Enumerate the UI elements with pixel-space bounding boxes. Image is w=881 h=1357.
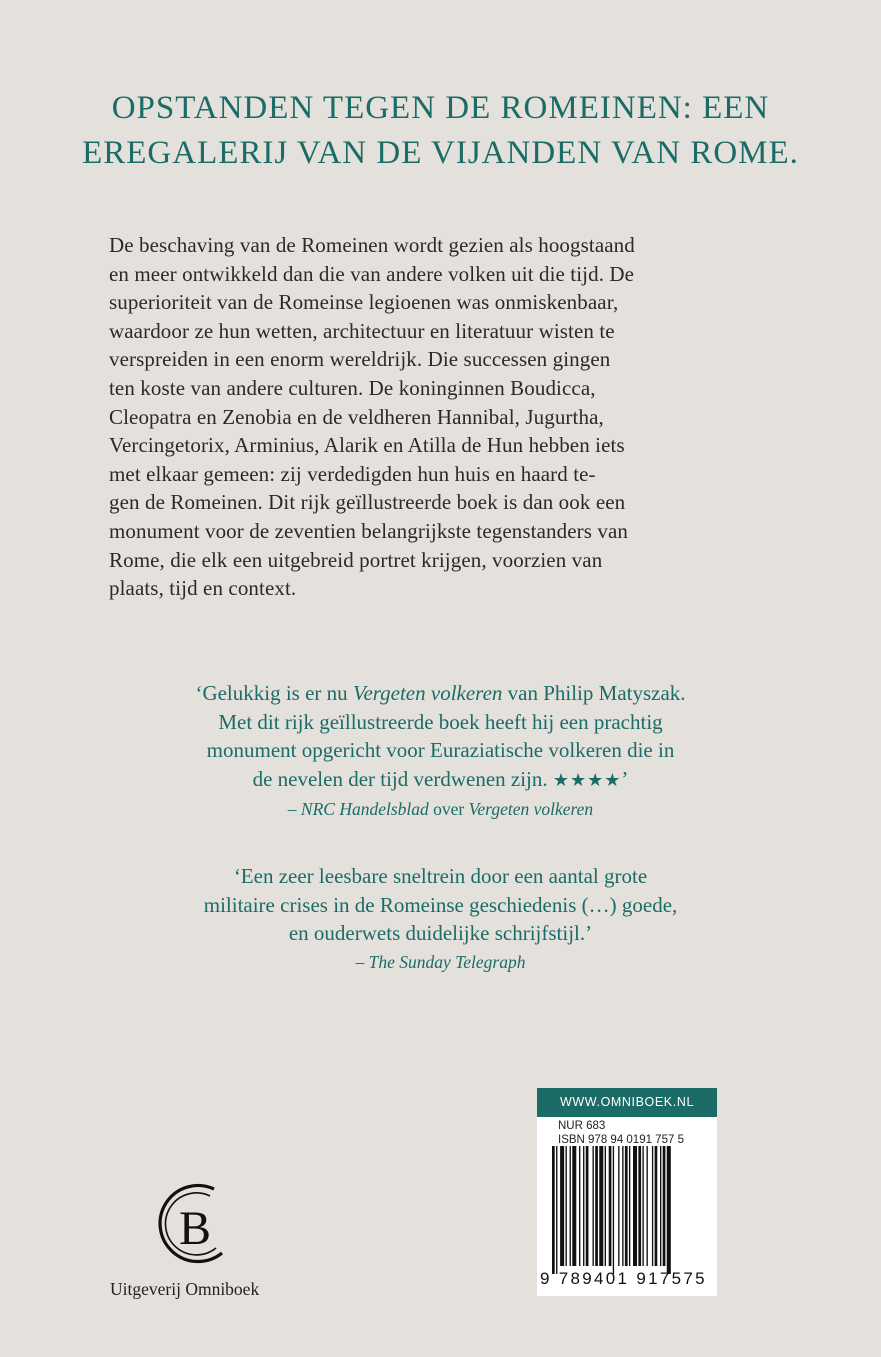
blurb-line: met elkaar gemeen: zij verdedigden hun huis en haard te-	[109, 461, 596, 486]
headline-line-2: EREGALERIJ VAN DE VIJANDEN VAN ROME.	[82, 135, 799, 171]
source-dash: –	[355, 951, 369, 972]
publisher-url: WWW.OMNIBOEK.NL	[537, 1088, 717, 1117]
source-name: NRC Handelsblad	[300, 799, 429, 819]
quote-source	[0, 795, 881, 823]
quote-text: van Philip Matyszak.	[502, 681, 686, 705]
blurb-line: verspreiden in een enorm wereldrijk. Die successen gingen	[109, 347, 611, 372]
blurb	[109, 231, 789, 603]
barcode-icon	[550, 1146, 710, 1274]
quote-text: ’	[621, 766, 629, 791]
quote-source	[0, 948, 881, 976]
star-rating-icon: ★★★★	[552, 769, 622, 791]
blurb-line: ten koste van andere culturen. De koninginnen Boudicca,	[109, 375, 596, 400]
quote-line: militaire crises in de Romeinse geschiedenis (…) goede,	[203, 892, 678, 917]
blurb-line: gen de Romeinen. Dit rijk geïllustreerde boek is dan ook een	[109, 490, 626, 515]
omniboek-logo-icon	[152, 1175, 238, 1273]
review-quote-nrc	[0, 679, 881, 823]
source-book-title: Vergeten volkeren	[468, 799, 594, 819]
quote-line: en ouderwets duidelijke schrijfstijl.’	[288, 921, 593, 945]
barcode-box	[537, 1088, 717, 1296]
blurb-line: monument voor de zeventien belangrijkste tegenstanders van	[109, 518, 628, 543]
svg-text:B: B	[179, 1202, 212, 1255]
blurb-line: Rome, die elk een uitgebreid portret krijgen, voorzien van	[109, 547, 603, 572]
nur-code: NUR 683	[558, 1120, 606, 1132]
source-connector: over	[428, 799, 469, 819]
isbn-number: ISBN 978 94 0191 757 5	[558, 1134, 684, 1146]
review-quote-telegraph	[0, 862, 881, 976]
quote-line	[0, 765, 881, 796]
blurb-line: en meer ontwikkeld dan die van andere volken uit die tijd. De	[109, 261, 635, 286]
quote-line: monument opgericht voor Euraziatische volkeren die in	[206, 738, 675, 762]
quote-text: ‘Gelukkig is er nu	[195, 681, 353, 705]
blurb-line: waardoor ze hun wetten, architectuur en literatuur wisten te	[109, 318, 615, 343]
quote-line: Met dit rijk geïllustreerde boek heeft hij een prachtig	[218, 709, 663, 734]
blurb-line: plaats, tijd en context.	[109, 576, 297, 601]
headline-line-1: OPSTANDEN TEGEN DE ROMEINEN: EEN	[111, 90, 770, 126]
quote-line	[0, 679, 881, 708]
barcode-digits: 9 789401 917575	[540, 1269, 707, 1288]
quote-text: de nevelen der tijd verdwenen zijn.	[252, 766, 553, 791]
source-dash: –	[287, 799, 301, 819]
blurb-line: superioriteit van de Romeinse legioenen was onmiskenbaar,	[109, 290, 619, 315]
headline	[0, 86, 881, 176]
blurb-line: Vercingetorix, Arminius, Alarik en Atilla de Hun hebben iets	[109, 433, 625, 458]
book-title: Vergeten volkeren	[352, 681, 503, 705]
quote-line: ‘Een zeer leesbare sneltrein door een aantal grote	[233, 864, 648, 888]
publisher-name: Uitgeverij Omniboek	[110, 1279, 260, 1299]
blurb-line: De beschaving van de Romeinen wordt gezien als hoogstaand	[109, 233, 635, 257]
source-name: The Sunday Telegraph	[368, 951, 526, 972]
blurb-line: Cleopatra en Zenobia en de veldheren Hannibal, Jugurtha,	[109, 404, 604, 429]
